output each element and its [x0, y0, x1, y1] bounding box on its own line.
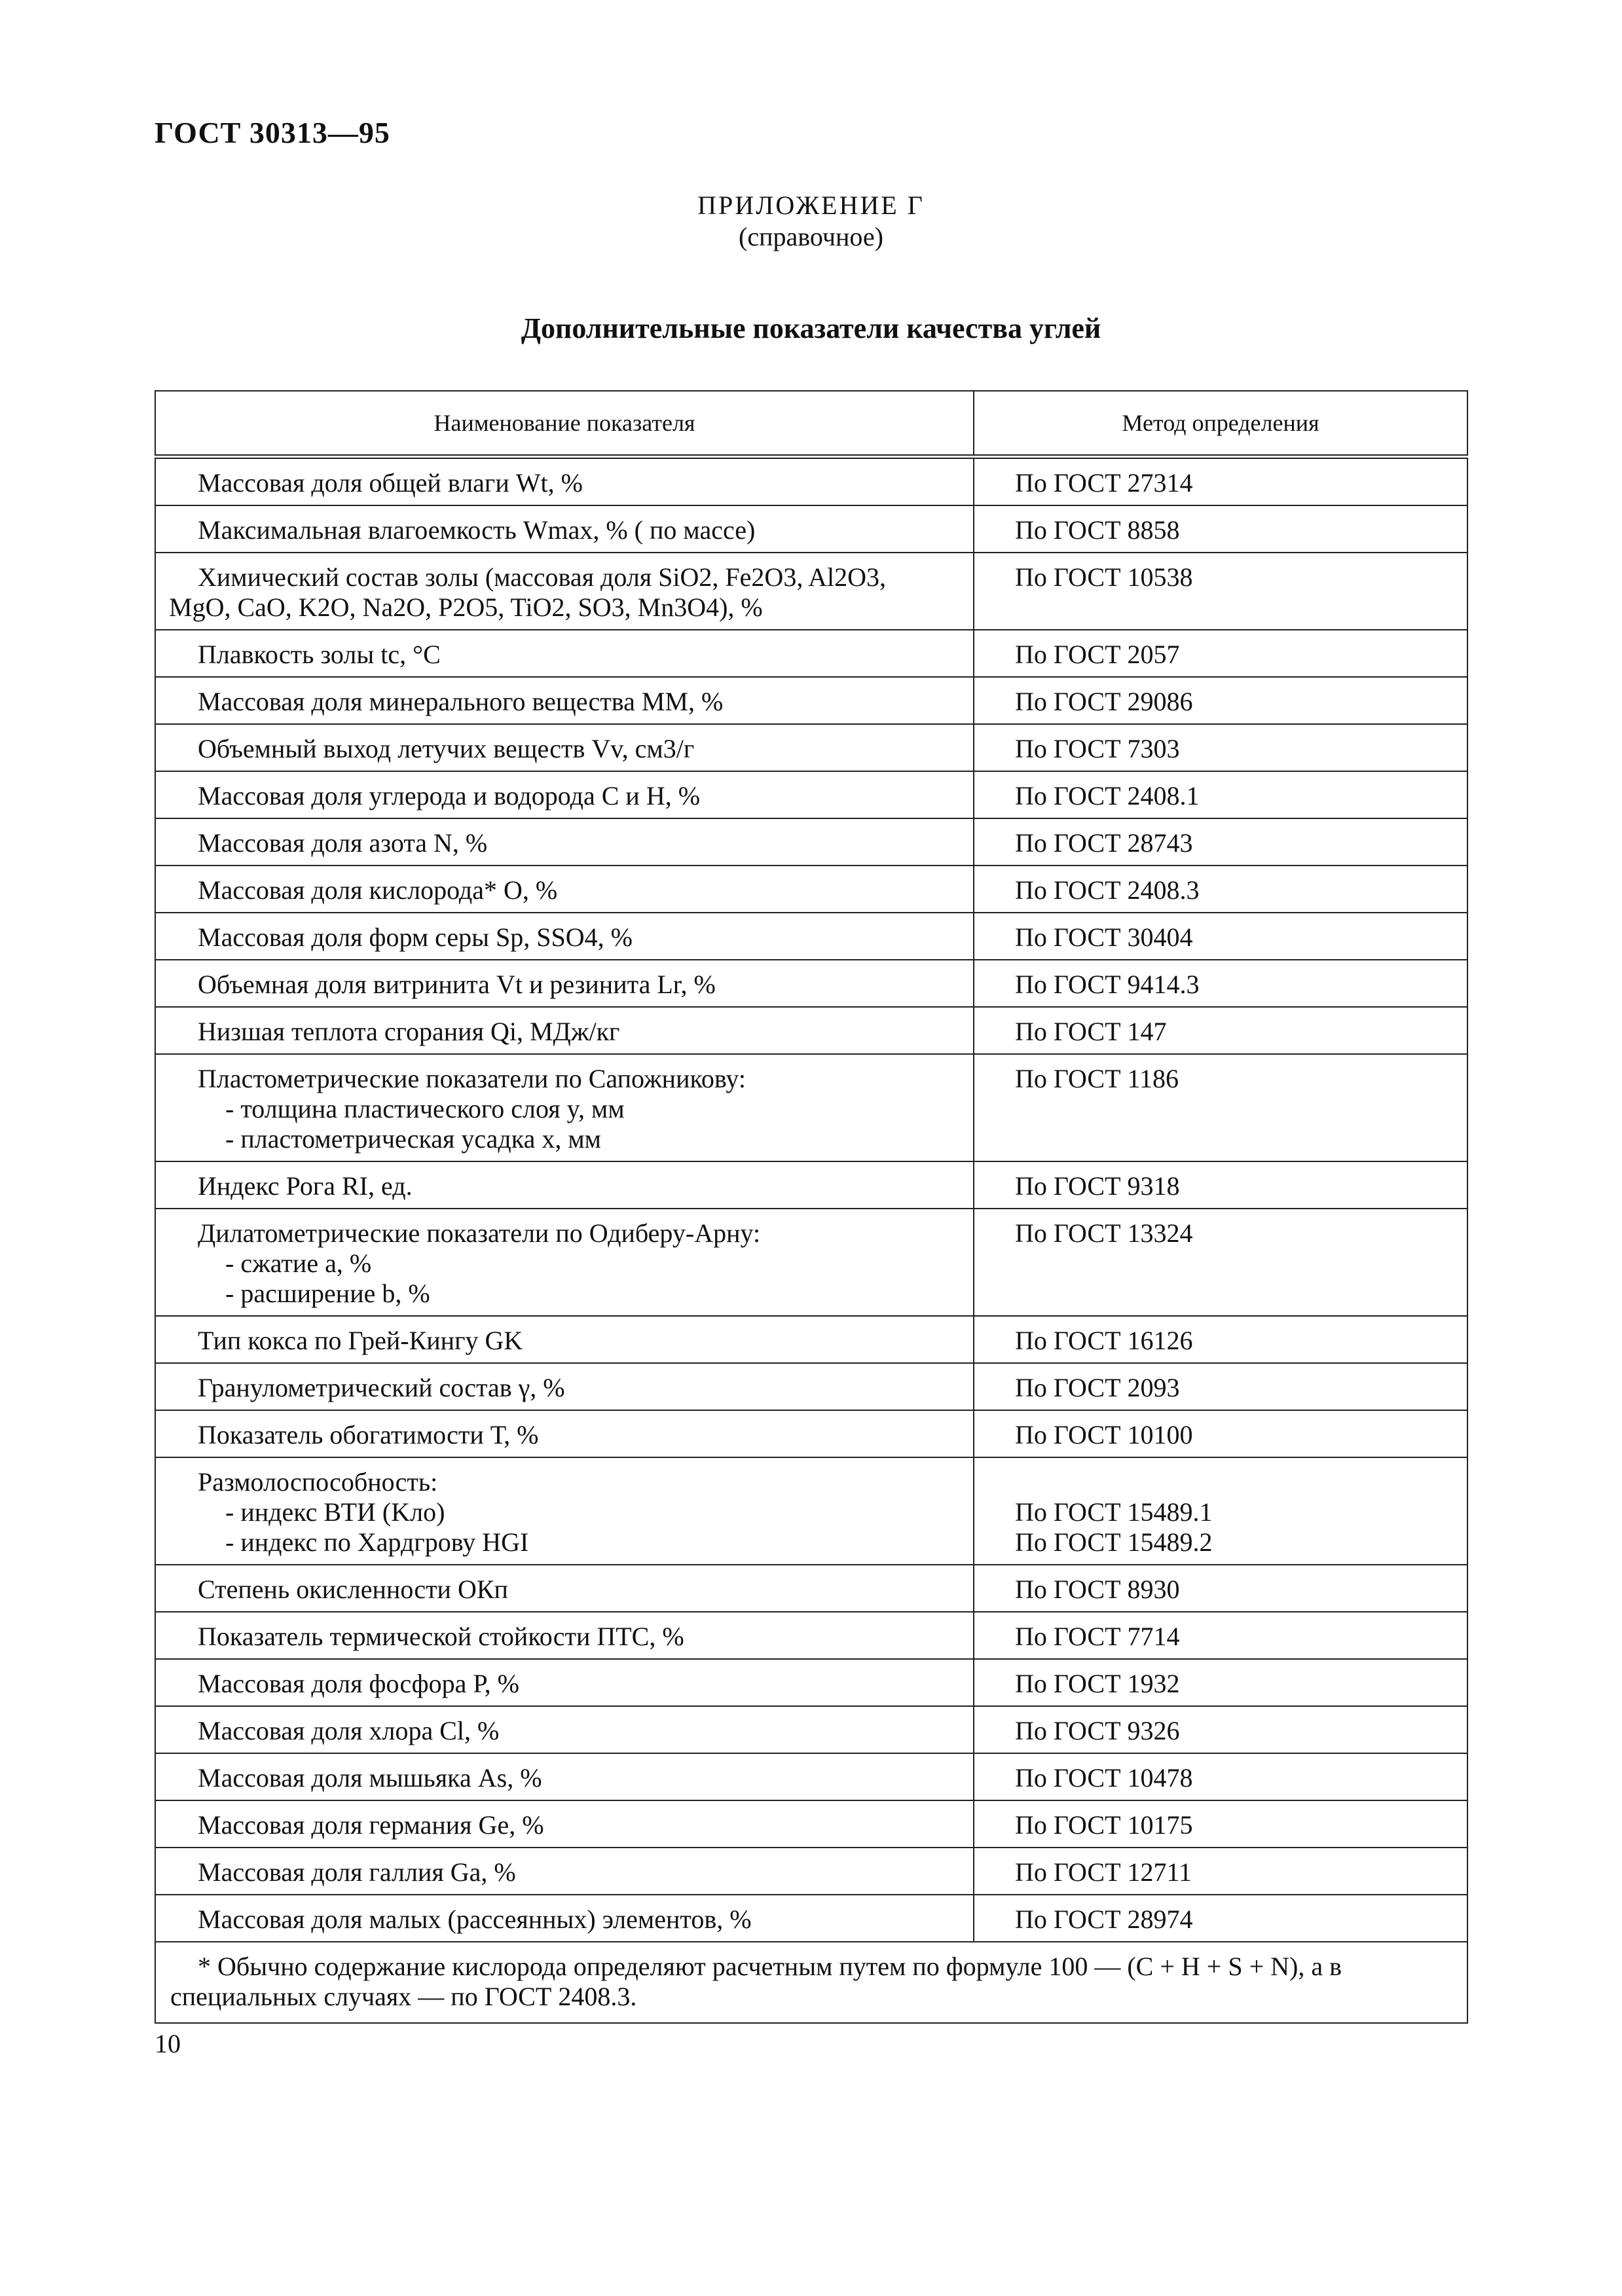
table-row [155, 1753, 1467, 1800]
indicator-name: Массовая доля минерального вещества ММ, % [198, 687, 724, 716]
indicator-name-cell [155, 866, 974, 913]
method-reference: По ГОСТ 1186 [1015, 1064, 1179, 1093]
indicator-subitem: - толщина пластического слоя y, мм [225, 1094, 625, 1123]
table-header-row [155, 391, 1467, 457]
method-cell [974, 1054, 1467, 1161]
method-reference: По ГОСТ 15489.1 [1015, 1497, 1213, 1527]
indicator-name: Гранулометрический состав γ, % [198, 1373, 565, 1402]
method-cell [974, 505, 1467, 553]
page-number: 10 [155, 2029, 181, 2058]
method-reference: По ГОСТ 28743 [1015, 828, 1193, 858]
indicator-name: Массовая доля общей влаги Wt, % [198, 468, 583, 498]
indicator-name: Низшая теплота сгорания Qi, МДж/кг [198, 1017, 620, 1046]
method-cell [974, 630, 1467, 677]
method-cell [974, 913, 1467, 960]
table-row [155, 913, 1467, 960]
indicator-name: Массовая доля малых (рассеянных) элементов, % [198, 1904, 752, 1934]
indicator-name-cell [155, 1565, 974, 1612]
indicator-name-cell [155, 457, 974, 506]
indicator-name: Массовая доля кислорода* О, % [198, 875, 558, 905]
method-reference: По ГОСТ 2408.3 [1015, 875, 1200, 905]
indicator-name-cell [155, 913, 974, 960]
indicator-name: Массовая доля галлия Ga, % [198, 1857, 516, 1887]
indicator-name-cell [155, 1659, 974, 1706]
column-header-method: Метод определения [974, 391, 1467, 457]
indicator-name: Массовая доля хлора Cl, % [198, 1716, 500, 1745]
method-cell [974, 818, 1467, 866]
method-reference: По ГОСТ 15489.2 [1015, 1527, 1213, 1557]
indicator-name-cell [155, 1410, 974, 1457]
indicator-subitem: - расширение b, % [225, 1279, 430, 1308]
method-cell [974, 1007, 1467, 1054]
indicator-name-cell [155, 771, 974, 818]
method-cell [974, 1895, 1467, 1942]
method-reference: По ГОСТ 147 [1015, 1017, 1167, 1046]
indicator-name-cell [155, 630, 974, 677]
indicator-name-cell [155, 724, 974, 771]
method-reference: По ГОСТ 10175 [1015, 1810, 1193, 1840]
table-row [155, 1209, 1467, 1316]
method-reference: По ГОСТ 28974 [1015, 1904, 1193, 1934]
indicator-name: Индекс Рога RI, ед. [198, 1171, 413, 1201]
indicator-name: Химический состав золы (массовая доля SiO2, Fe2O3, Al2O3, [198, 562, 886, 592]
table-body [155, 457, 1467, 1942]
indicator-name: Массовая доля фосфора Р, % [198, 1669, 519, 1698]
method-reference: По ГОСТ 8930 [1015, 1575, 1180, 1604]
indicator-name: Плавкость золы tc, °C [198, 640, 441, 669]
indicators-table-container [155, 390, 1467, 2024]
document-code: ГОСТ 30313—95 [155, 116, 390, 149]
method-cell [974, 1161, 1467, 1209]
indicator-name: Массовая доля углерода и водорода С и Н, % [198, 781, 701, 811]
indicator-name-cell [155, 505, 974, 553]
appendix-title: ПРИЛОЖЕНИЕ Г [697, 191, 925, 220]
indicator-name-continuation: MgO, CaO, K2O, Na2O, P2O5, TiO2, SO3, Mn3O4), % [169, 592, 763, 622]
method-reference: По ГОСТ 16126 [1015, 1326, 1193, 1355]
indicator-name-cell [155, 677, 974, 724]
indicator-name: Массовая доля германия Ge, % [198, 1810, 544, 1840]
indicator-name: Степень окисленности ОКп [198, 1575, 508, 1604]
table-row [155, 677, 1467, 724]
table-row [155, 1612, 1467, 1659]
table-row [155, 505, 1467, 553]
method-cell [974, 1848, 1467, 1895]
table-row [155, 1054, 1467, 1161]
method-reference: По ГОСТ 12711 [1015, 1857, 1192, 1887]
method-cell [974, 960, 1467, 1007]
method-cell [974, 1209, 1467, 1316]
indicator-name-cell [155, 553, 974, 630]
indicator-name-cell [155, 1706, 974, 1753]
method-cell [974, 1612, 1467, 1659]
indicator-subitem: - индекс по Хардгрову HGI [225, 1527, 529, 1557]
method-reference: По ГОСТ 1932 [1015, 1669, 1180, 1698]
indicator-name: Тип кокса по Грей-Кингу GK [198, 1326, 523, 1355]
indicator-subitem: - сжатие a, % [225, 1248, 372, 1278]
method-cell [974, 866, 1467, 913]
indicator-name-cell [155, 1054, 974, 1161]
method-reference: По ГОСТ 2093 [1015, 1373, 1180, 1402]
table-row [155, 1316, 1467, 1363]
indicator-name: Показатель термической стойкости ПТС, % [198, 1622, 684, 1651]
method-reference: По ГОСТ 10100 [1015, 1420, 1193, 1449]
table-row [155, 866, 1467, 913]
table-row [155, 457, 1467, 506]
table-footnote [155, 1942, 1467, 2023]
indicator-name-cell [155, 1457, 974, 1565]
method-cell [974, 1800, 1467, 1848]
table-row [155, 1161, 1467, 1209]
table-row [155, 1706, 1467, 1753]
table-row [155, 553, 1467, 630]
indicator-name-cell [155, 1800, 974, 1848]
indicator-name: Объемная доля витринита Vt и резинита Lr, % [198, 970, 716, 999]
method-cell [974, 677, 1467, 724]
indicator-name: Пластометрические показатели по Сапожникову: [198, 1064, 746, 1093]
indicator-name-cell [155, 1161, 974, 1209]
method-cell [974, 1363, 1467, 1410]
method-cell [974, 1659, 1467, 1706]
method-reference: По ГОСТ 8858 [1015, 515, 1180, 545]
indicator-name: Объемный выход летучих веществ Vv, см3/г [198, 734, 695, 763]
indicator-name-cell [155, 1612, 974, 1659]
table-row [155, 630, 1467, 677]
method-reference: По ГОСТ 9414.3 [1015, 970, 1200, 999]
indicator-name: Массовая доля мышьяка As, % [198, 1763, 542, 1793]
footnote-line: специальных случаях — по ГОСТ 2408.3. [170, 1982, 637, 2011]
indicator-name-cell [155, 1007, 974, 1054]
footnote-row [155, 1942, 1467, 2023]
method-reference: По ГОСТ 2408.1 [1015, 781, 1200, 811]
indicator-name-cell [155, 1848, 974, 1895]
indicator-subitem: - пластометрическая усадка x, мм [225, 1124, 601, 1154]
indicator-name: Размолоспособность: [198, 1467, 438, 1497]
indicator-name: Массовая доля азота N, % [198, 828, 488, 858]
method-cell [974, 1410, 1467, 1457]
method-cell [974, 1316, 1467, 1363]
indicator-subitem: - индекс ВТИ (Kло) [225, 1497, 445, 1527]
table-row [155, 1457, 1467, 1565]
method-reference: По ГОСТ 27314 [1015, 468, 1193, 498]
table-title: Дополнительные показатели качества углей [521, 312, 1101, 344]
method-cell [974, 1565, 1467, 1612]
method-reference: По ГОСТ 10538 [1015, 562, 1193, 592]
method-cell [974, 724, 1467, 771]
method-cell [974, 457, 1467, 506]
method-reference: По ГОСТ 2057 [1015, 640, 1180, 669]
indicator-name-cell [155, 1209, 974, 1316]
method-reference: По ГОСТ 30404 [1015, 922, 1193, 952]
indicator-name-cell [155, 818, 974, 866]
indicator-name: Максимальная влагоемкость Wmax, % ( по массе) [198, 515, 756, 545]
table-row [155, 1895, 1467, 1942]
method-reference: По ГОСТ 29086 [1015, 687, 1193, 716]
table-row [155, 771, 1467, 818]
indicator-name-cell [155, 960, 974, 1007]
table-row [155, 1363, 1467, 1410]
method-cell [974, 1706, 1467, 1753]
footnote-line: * Обычно содержание кислорода определяют расчетным путем по формуле 100 — (C + H + S + N), а в [198, 1952, 1342, 1981]
table-row [155, 724, 1467, 771]
column-header-indicator: Наименование показателя [155, 391, 974, 457]
appendix-subtitle: (справочное) [739, 222, 883, 251]
table-row [155, 818, 1467, 866]
table-row [155, 1565, 1467, 1612]
indicator-name: Показатель обогатимости Т, % [198, 1420, 539, 1449]
method-reference: По ГОСТ 9326 [1015, 1716, 1180, 1745]
indicator-name-cell [155, 1753, 974, 1800]
method-cell [974, 1457, 1467, 1565]
method-reference: По ГОСТ 7714 [1015, 1622, 1180, 1651]
method-cell [974, 553, 1467, 630]
table-row [155, 1800, 1467, 1848]
indicator-name: Дилатометрические показатели по Одиберу-Арну: [198, 1218, 761, 1248]
method-reference: По ГОСТ 13324 [1015, 1218, 1193, 1248]
table-row [155, 1659, 1467, 1706]
indicator-name-cell [155, 1363, 974, 1410]
method-reference: По ГОСТ 10478 [1015, 1763, 1193, 1793]
indicator-name: Массовая доля форм серы Sp, SSO4, % [198, 922, 633, 952]
indicators-table [155, 390, 1468, 2024]
method-reference: По ГОСТ 7303 [1015, 734, 1180, 763]
table-row [155, 1410, 1467, 1457]
table-row [155, 1007, 1467, 1054]
indicator-name-cell [155, 1316, 974, 1363]
table-row [155, 960, 1467, 1007]
indicator-name-cell [155, 1895, 974, 1942]
method-cell [974, 771, 1467, 818]
method-cell [974, 1753, 1467, 1800]
method-reference [1015, 1467, 1454, 1497]
table-row [155, 1848, 1467, 1895]
method-reference: По ГОСТ 9318 [1015, 1171, 1180, 1201]
